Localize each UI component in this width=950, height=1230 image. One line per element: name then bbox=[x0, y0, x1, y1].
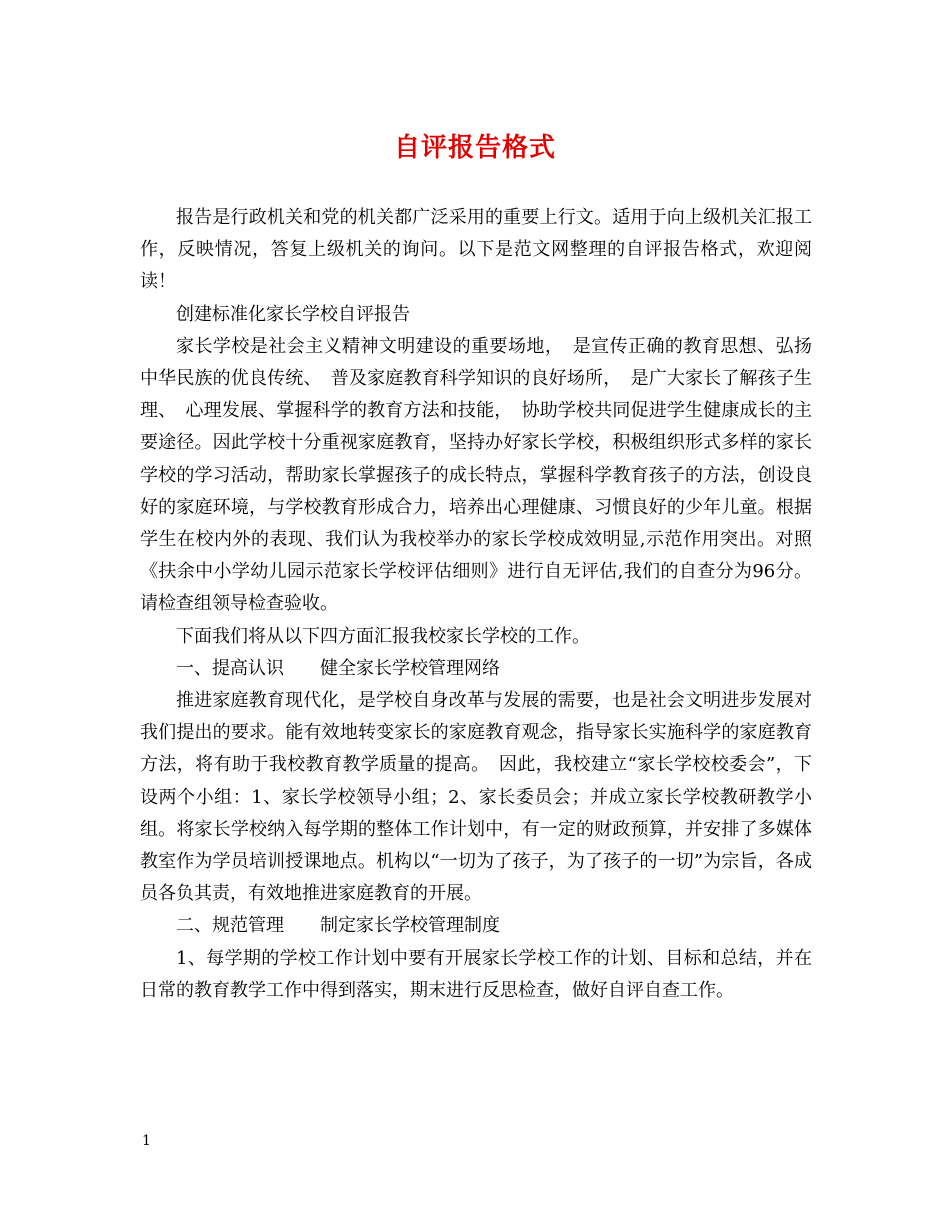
document-title: 自评报告格式 bbox=[393, 133, 556, 163]
section-heading: 二、规范管理 制定家长学校管理制度 bbox=[176, 915, 500, 937]
report-subtitle: 创建标准化家长学校自评报告 bbox=[176, 303, 410, 325]
body-paragraph: 1、每学期的学校工作计划中要有开展家长学校工作的计划、目标和总结，并在日常的教育教学工作中得到落实，期末进行反思检查，做好自评自查工作。 bbox=[140, 947, 812, 1001]
page-number: 1 bbox=[142, 1133, 151, 1149]
body-paragraph: 家长学校是社会主义精神文明建设的重要场地， 是宣传正确的教育思想、弘扬中华民族的优良传统、 普及家庭教育科学知识的良好场所， 是广大家长了解孩子生理、 心理发展、掌握科学的教育方法和技能， 协助学校共同促进学生健康成长的主要途径。因此学校十分重视家庭教育，坚持办好家长学校，积极组织形式多样的家长学校的学习活动，帮助家长掌握孩子的成长特点，掌握科学教育孩子的方法，创设良好的家庭环境，与学校教育形成合力，培养出心理健康、习惯良好的少年儿童。根据学生在校内外的表现、我们认为我校举办的家长学校成效明显,示范作用突出。对照《扶余中小学幼儿园示范家长学校评估细则》进行自无评估,我们的自查分为96分。请检查组领导检查验收。 bbox=[140, 335, 812, 615]
intro-paragraph: 报告是行政机关和党的机关都广泛采用的重要上行文。适用于向上级机关汇报工作，反映情况，答复上级机关的询问。以下是范文网整理的自评报告格式，欢迎阅读！ bbox=[140, 207, 812, 293]
document-body bbox=[140, 202, 812, 1007]
body-paragraph: 下面我们将从以下四方面汇报我校家长学校的工作。 bbox=[176, 625, 590, 647]
section-heading: 一、提高认识 健全家长学校管理网络 bbox=[176, 657, 500, 679]
body-paragraph: 推进家庭教育现代化，是学校自身改革与发展的需要，也是社会文明进步发展对我们提出的要求。能有效地转变家长的家庭教育观念，指导家长实施科学的家庭教育方法，将有助于我校教育教学质量的提高。 因此，我校建立“家长学校校委会”，下设两个小组：1、家长学校领导小组；2、家长委员会；并成立家长学校教研教学小组。将家长学校纳入每学期的整体工作计划中，有一定的财政预算，并安排了多媒体教室作为学员培训授课地点。机构以“一切为了孩子，为了孩子的一切”为宗旨，各成员各负其责，有效地推进家庭教育的开展。 bbox=[140, 690, 812, 905]
